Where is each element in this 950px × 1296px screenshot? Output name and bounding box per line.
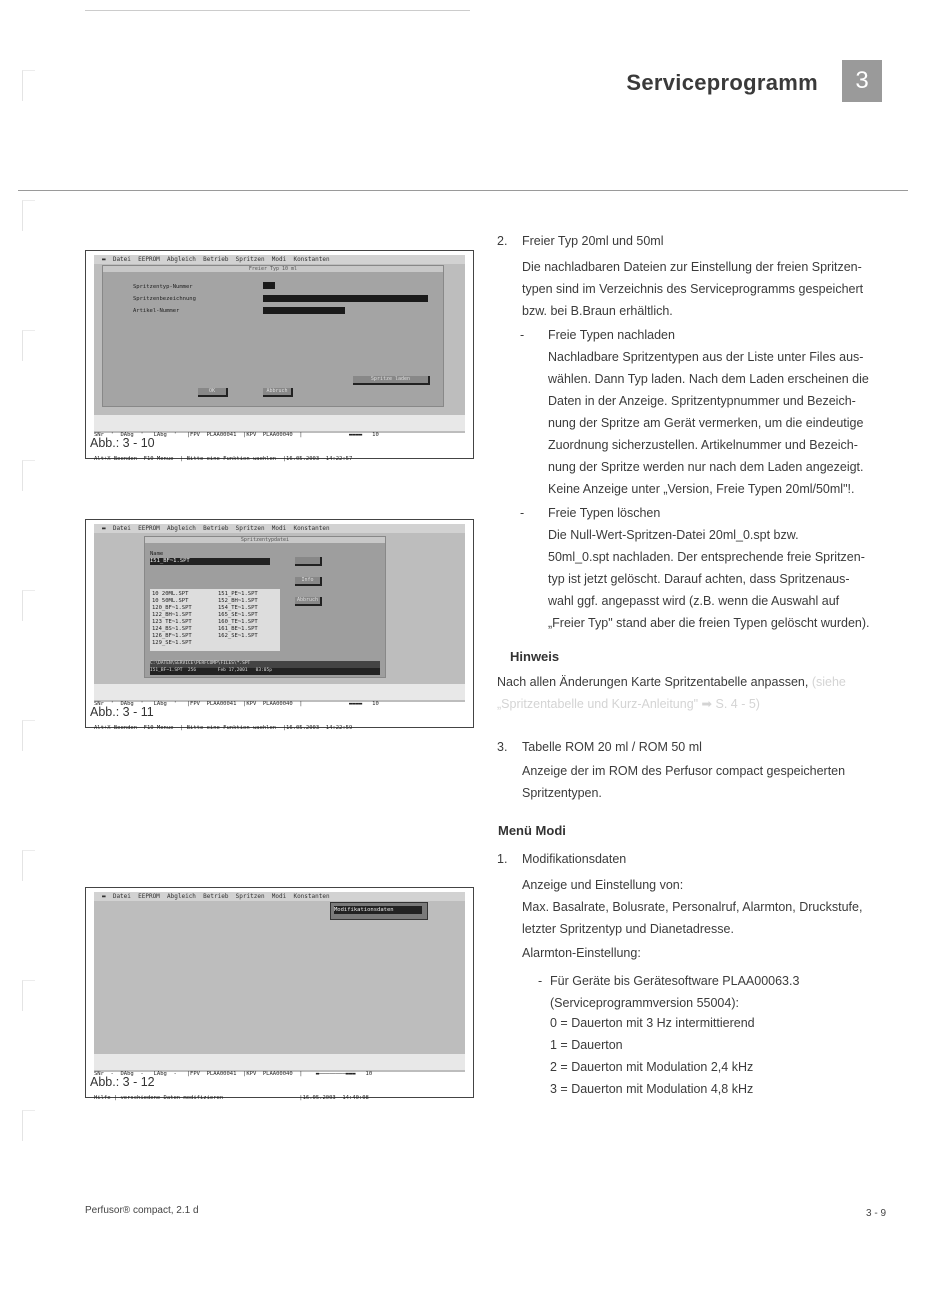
hinweis-body xyxy=(497,671,846,693)
dialog-title: Spritzentypdatei xyxy=(145,537,385,543)
text-line: bzw. bei B.Braun erhältlich. xyxy=(522,304,673,318)
file-list-item[interactable]: 151_PE~1.SPT xyxy=(218,591,258,597)
item-body xyxy=(522,896,862,940)
text-line: Max. Basalrate, Bolusrate, Personalruf, Alarmton, Druckstufe, xyxy=(522,900,863,914)
type-number-input[interactable] xyxy=(263,282,275,289)
bullet-dash: - xyxy=(538,974,543,988)
text-line: 50ml_0.spt nachladen. Der entsprechende freie Spritzen- xyxy=(548,550,865,564)
menu-bar: ▬ Datei EEPROM Abgleich Betrieb Spritzen Modi Konstanten xyxy=(94,255,465,264)
ok-button[interactable]: OK xyxy=(198,388,228,397)
file-list-item[interactable]: 120_BF~1.SPT xyxy=(152,605,192,611)
file-list-left-column xyxy=(152,591,192,647)
file-list-item[interactable]: 10 20ML.SPT xyxy=(152,591,189,597)
text-line: Daten in der Anzeige. Spritzentypnummer und Bezeich- xyxy=(548,394,856,408)
alarm-option: 1 = Dauerton xyxy=(550,1038,623,1052)
ok-button[interactable] xyxy=(295,557,322,566)
text-line: wählen. Dann Typ laden. Nach dem Laden erscheinen die xyxy=(548,372,869,386)
section-title: Freier Typ 20ml und 50ml xyxy=(522,234,664,248)
text-line: Die nachladbaren Dateien zur Einstellung der freien Spritzen- xyxy=(522,260,862,274)
section-number: 2. xyxy=(497,234,508,248)
file-list-item[interactable]: 161_BE~1.SPT xyxy=(218,626,258,632)
margin-mark xyxy=(22,720,35,751)
name-label: Name xyxy=(150,551,164,557)
dialog-window xyxy=(102,265,444,407)
margin-mark xyxy=(22,980,35,1011)
bullet-body xyxy=(550,970,799,1014)
menu-modi-title: Menü Modi xyxy=(498,823,566,838)
status-line-2: Alt+X Beenden F10 Menue | Bitte eine Funktion waehlen |16.05.2003 14:22:57 xyxy=(94,456,353,462)
field-label: Spritzentyp-Nummer xyxy=(133,284,193,290)
file-list-item[interactable]: 152_BH~1.SPT xyxy=(218,598,258,604)
alarm-option: 0 = Dauerton mit 3 Hz intermittierend xyxy=(550,1016,755,1030)
margin-mark xyxy=(22,70,35,101)
file-list-right-column xyxy=(218,591,258,640)
path-line: C:\DATEN\SERVICE\PERFCOMP\FILES\*.SPT xyxy=(150,661,380,668)
text-line: typ ist jetzt gelöscht. Darauf achten, dass Spritzenaus- xyxy=(548,572,850,586)
status-line-1: SNr ' DAbg ' LAbg ' |FPV PLAA00041 |KPV PLAA00040 | ▬▬▬▬ 10 xyxy=(94,432,379,438)
dialog-title: Freier Typ 10 ml xyxy=(103,266,443,272)
status-line-1: SNr - DAbg - LAbg - |FPV PLAA00041 |KPV PLAA00040 | ▬────────▬▬▬ 10 xyxy=(94,1071,373,1077)
item-body: Anzeige und Einstellung von: xyxy=(522,878,684,892)
filename-input[interactable]: I51_BF~1.SPT xyxy=(150,558,270,565)
bullet-dash: - xyxy=(520,328,525,342)
section-number: 3. xyxy=(497,740,508,754)
file-list-item[interactable]: 122_BH~1.SPT xyxy=(152,612,192,618)
alarm-options xyxy=(550,1012,755,1100)
file-list[interactable] xyxy=(150,589,280,651)
article-number-input[interactable] xyxy=(263,307,345,314)
text-line: Anzeige der im ROM des Perfusor compact gespeicherten xyxy=(522,764,846,778)
text-line: Die Null-Wert-Spritzen-Datei 20ml_0.spt bzw. xyxy=(548,528,799,542)
status-line-2: Hilfe | verschiedene Daten modifizieren |16.05.2003 14:40:08 xyxy=(94,1095,369,1101)
file-list-item[interactable]: 124_BS~1.SPT xyxy=(152,626,192,632)
file-list-item[interactable]: 160_TE~1.SPT xyxy=(218,619,258,625)
figure-3-10 xyxy=(85,250,474,462)
section-body xyxy=(522,256,863,322)
file-list-item[interactable]: 154_TE~1.SPT xyxy=(218,605,258,611)
status-line-1: SNr ' DAbg ' LAbg ' |FPV PLAA00041 |KPV PLAA00040 | ▬▬▬▬ 10 xyxy=(94,701,379,707)
text-line: Zuordnung sicherzustellen. Artikelnummer und Bezeich- xyxy=(548,438,858,452)
page-title: Serviceprogramm xyxy=(626,70,818,95)
info-button[interactable]: Info xyxy=(295,577,322,586)
chapter-badge: 3 xyxy=(842,60,882,102)
text-line: Spritzentypen. xyxy=(522,786,602,800)
load-syringe-button[interactable]: Spritze laden xyxy=(353,376,430,385)
hinweis-reference-line: „Spritzentabelle und Kurz-Anleitung" ➡ S. 4 - 5) xyxy=(497,697,760,711)
bullet-dash: - xyxy=(520,506,525,520)
syringe-name-input[interactable] xyxy=(263,295,428,302)
menu-bar: ▬ Datei EEPROM Abgleich Betrieb Spritzen Modi Konstanten xyxy=(94,524,465,533)
figure-caption: Abb.: 3 - 11 xyxy=(90,705,154,719)
status-line-2: Alt+X Beenden F10 Menue | Bitte eine Funktion waehlen |16.05.2003 14:22:59 xyxy=(94,725,353,731)
text-line: Keine Anzeige unter „Version, Freie Typen 20ml/50ml"!. xyxy=(548,482,855,496)
file-list-item[interactable]: 162_SE~1.SPT xyxy=(218,633,258,639)
bullet-body xyxy=(548,524,870,634)
footer-page-number: 3 - 9 xyxy=(866,1208,887,1219)
margin-mark xyxy=(22,850,35,881)
hinweis-reference: (siehe xyxy=(811,675,846,689)
margin-mark xyxy=(22,330,35,361)
footer-product: Perfusor® compact, 2.1 d xyxy=(85,1205,199,1216)
header-divider xyxy=(18,190,908,191)
margin-mark xyxy=(22,1110,35,1141)
bullet-title: Freie Typen löschen xyxy=(548,506,661,520)
field-label: Artikel-Nummer xyxy=(133,308,180,314)
cancel-button[interactable]: Abbruch xyxy=(295,597,322,606)
text-line: (Serviceprogrammversion 55004): xyxy=(550,996,739,1010)
hinweis-line: Nach allen Änderungen Karte Spritzentabelle anpassen, xyxy=(497,675,809,689)
text-line: Für Geräte bis Gerätesoftware PLAA00063.3 xyxy=(550,974,800,988)
section-title: Tabelle ROM 20 ml / ROM 50 ml xyxy=(522,740,702,754)
text-line: „Freier Typ" stand aber die freien Typen gelöscht wurden). xyxy=(548,616,870,630)
menu-bar: ▬ Datei EEPROM Abgleich Betrieb Spritzen Modi Konstanten xyxy=(94,892,465,901)
figure-3-12 xyxy=(85,887,474,1101)
file-list-item[interactable]: 165_SE~1.SPT xyxy=(218,612,258,618)
bullet-title: Freie Typen nachladen xyxy=(548,328,675,342)
item-number: 1. xyxy=(497,852,508,866)
top-scan-line xyxy=(85,10,470,11)
item-body: Alarmton-Einstellung: xyxy=(522,946,641,960)
alarm-option: 3 = Dauerton mit Modulation 4,8 kHz xyxy=(550,1082,754,1096)
file-list-item[interactable]: 123 TE~1.SPT xyxy=(152,619,192,625)
item-title: Modifikationsdaten xyxy=(522,852,627,866)
text-line: wahl ggf. angepasst wird (z.B. wenn die Auswahl auf xyxy=(548,594,840,608)
file-list-item[interactable]: 10 50ML.SPT xyxy=(152,598,189,604)
figure-caption: Abb.: 3 - 10 xyxy=(90,436,155,450)
text-line: letzter Spritzentyp und Dianetadresse. xyxy=(522,922,734,936)
figure-3-11 xyxy=(85,519,474,731)
margin-mark xyxy=(22,460,35,491)
margin-mark xyxy=(22,200,35,231)
section-body xyxy=(522,760,845,804)
margin-mark xyxy=(22,590,35,621)
file-list-item[interactable]: 129_SE~1.SPT xyxy=(152,640,192,646)
hinweis-title: Hinweis xyxy=(510,649,560,664)
modi-dropdown-menu xyxy=(330,902,428,920)
figure-caption: Abb.: 3 - 12 xyxy=(90,1075,155,1089)
text-line: nung der Spritze am Gerät vermerken, um die eindeutige xyxy=(548,416,864,430)
cancel-button[interactable]: Abbruch xyxy=(263,388,293,397)
file-info-line: I51_BF~1.SPT 256 Feb 17,2001 03:05p xyxy=(150,668,380,675)
text-line: typen sind im Verzeichnis des Serviceprogramms gespeichert xyxy=(522,282,864,296)
menu-item-modifikationsdaten[interactable]: Modifikationsdaten xyxy=(334,906,422,914)
text-line: nung der Spritze werden nur nach dem Laden angezeigt. xyxy=(548,460,864,474)
file-dialog-window xyxy=(144,536,386,678)
bullet-body xyxy=(548,346,869,500)
alarm-option: 2 = Dauerton mit Modulation 2,4 kHz xyxy=(550,1060,754,1074)
text-line: Nachladbare Spritzentypen aus der Liste unter Files aus- xyxy=(548,350,864,364)
file-list-item[interactable]: 126_BF~1.SPT xyxy=(152,633,192,639)
field-label: Spritzenbezeichnung xyxy=(133,296,196,302)
